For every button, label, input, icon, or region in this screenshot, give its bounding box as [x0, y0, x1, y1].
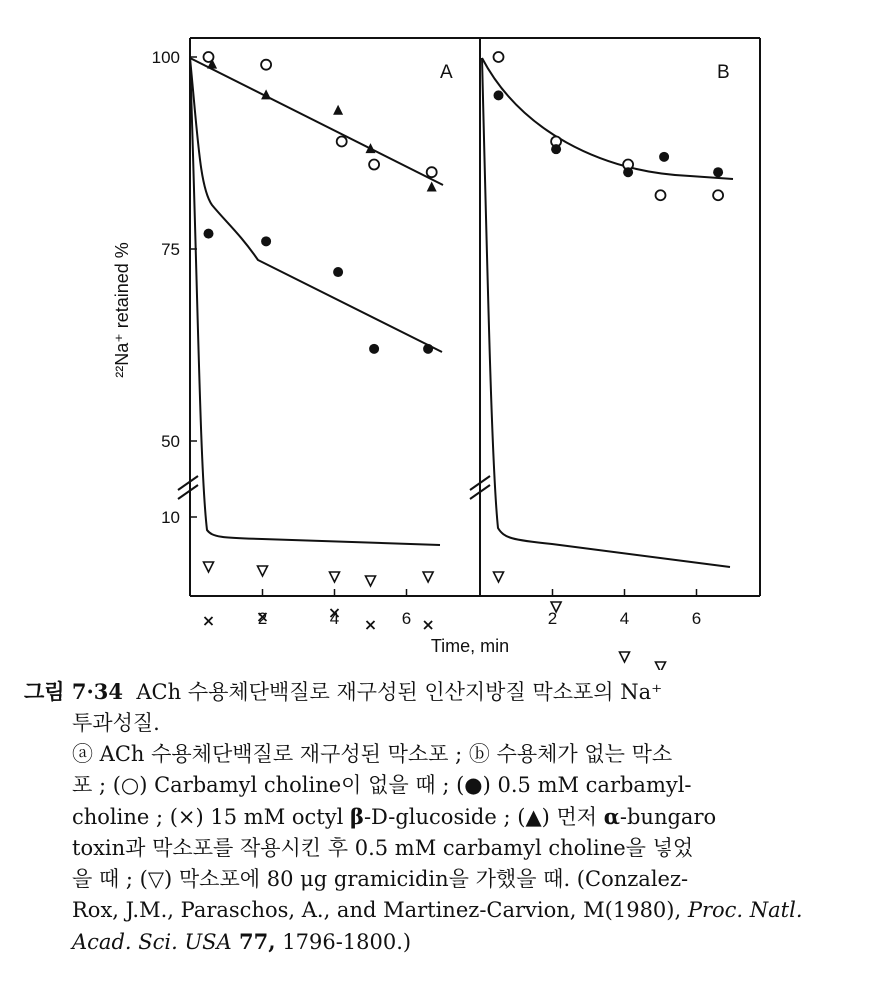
data-point-open-triangle-down-4-4: [423, 572, 433, 582]
filled-triangle-icon: ▲: [525, 805, 542, 829]
caption-desc-3-end: -bungaro: [619, 805, 717, 829]
data-point-cross-2-3: [367, 621, 375, 629]
caption-journal-2: Acad. Sci. USA: [72, 930, 232, 954]
filled-circle-icon: ●: [464, 773, 483, 797]
data-point-open-circle-0-3: [369, 160, 379, 170]
caption-desc-5-post: ) 막소포에 80 μg gramicidin을 가했을 때. (Conzalez-: [164, 867, 689, 891]
caption-title-line1: [24, 676, 860, 708]
caption-desc-3: [24, 801, 860, 833]
caption-desc-5-pre: 을 때 ; (: [72, 867, 148, 891]
a-fit-line-0: [190, 58, 443, 185]
panel-a-points: [204, 52, 437, 629]
panel-b-fit-lines: [482, 58, 733, 567]
data-point-cross-2-4: [424, 621, 432, 629]
figure-caption: [24, 676, 860, 958]
caption-desc-1: [24, 739, 860, 770]
caption-desc-5: [24, 864, 860, 895]
data-point-filled-triangle-3-4: [427, 182, 437, 192]
caption-desc-4-text: toxin과 막소포를 작용시킨 후 0.5 mM carbamyl choline을 넣었: [72, 836, 694, 860]
caption-desc-2-mid: ) Carbamyl choline이 없을 때 ; (: [139, 773, 465, 797]
caption-desc-2: [24, 770, 860, 801]
data-point-open-triangle-down-4-0: [204, 562, 214, 572]
panel-a-letter: A: [440, 62, 453, 83]
data-point-filled-triangle-3-3: [366, 143, 376, 153]
open-circle-icon: ○: [120, 773, 140, 797]
caption-desc-7: [24, 926, 860, 958]
data-point-filled-triangle-3-2: [333, 105, 343, 115]
caption-desc-6-text: Rox, J.M., Paraschos, A., and Martinez-Carvion, M(1980),: [72, 898, 688, 922]
x-axis-label: Time, min: [430, 636, 510, 656]
data-point-open-circle-0-0: [494, 52, 504, 62]
caption-pages: 1796-1800.): [275, 930, 412, 954]
caption-volume: 77,: [231, 929, 276, 954]
data-point-filled-circle-1-4: [713, 167, 723, 177]
axis-break-a: [178, 476, 198, 499]
caption-desc-4: [24, 833, 860, 864]
y-tick-label-2: 50: [161, 432, 180, 451]
data-point-open-circle-0-1: [261, 60, 271, 70]
data-point-filled-circle-1-2: [333, 267, 343, 277]
caption-desc-1-text: ⓐ ACh 수용체단백질로 재구성된 막소포 ; ⓑ 수용체가 없는 막소: [72, 742, 673, 766]
y-tick-label-3: 10: [161, 508, 180, 527]
b-x-tick-label-1: 4: [619, 609, 630, 628]
caption-title-line2-text: 투과성질.: [72, 711, 160, 735]
data-point-open-triangle-down-4-2: [330, 572, 340, 582]
figure-number: 그림 7·34: [24, 679, 124, 704]
panel-a-fit-lines: [190, 58, 443, 545]
panel-b: [470, 38, 760, 670]
caption-alpha: α: [603, 804, 620, 829]
caption-desc-6: [24, 895, 860, 926]
caption-desc-3-pre: choline ; (×) 15 mM octyl: [72, 805, 350, 829]
data-point-open-triangle-down-4-3: [366, 576, 376, 586]
data-point-open-triangle-down-2-0: [494, 572, 504, 582]
data-point-filled-circle-1-3: [369, 344, 379, 354]
a-fit-line-1: [190, 58, 442, 352]
caption-title-line2: [24, 708, 860, 739]
caption-title-text: ACh 수용체단백질로 재구성된 인산지방질 막소포의 Na⁺: [136, 680, 663, 704]
panel-a-x-ticks: [258, 589, 411, 628]
panel-a: [112, 38, 480, 629]
panel-b-points: [494, 52, 724, 670]
data-point-cross-2-0: [205, 617, 213, 625]
data-point-open-triangle-down-4-1: [258, 566, 268, 576]
data-point-open-circle-0-3: [656, 190, 666, 200]
b-fit-line-1: [482, 58, 730, 567]
data-point-filled-circle-1-1: [551, 144, 561, 154]
a-x-tick-label-0: 2: [257, 609, 268, 628]
a-x-tick-label-1: 4: [329, 609, 340, 628]
data-point-filled-circle-1-0: [494, 90, 504, 100]
data-point-open-triangle-down-2-3: [656, 662, 666, 670]
caption-journal-1: Proc. Natl.: [687, 898, 803, 922]
data-point-filled-circle-1-3: [659, 152, 669, 162]
data-point-open-circle-0-4: [427, 167, 437, 177]
a-x-tick-label-2: 6: [401, 609, 412, 628]
open-triangle-down-icon: ▽: [147, 867, 165, 891]
caption-desc-3-mid: -D-glucoside ; (: [363, 805, 526, 829]
data-point-filled-circle-1-4: [423, 344, 433, 354]
data-point-filled-circle-1-2: [623, 167, 633, 177]
panel-b-letter: B: [717, 62, 730, 83]
panel-b-x-ticks: [548, 589, 701, 628]
caption-desc-2-end: ) 0.5 mM carbamyl-: [482, 773, 692, 797]
y-tick-label-1: 75: [161, 240, 180, 259]
caption-desc-2-pre: 포 ; (: [72, 773, 121, 797]
data-point-open-circle-0-2: [337, 136, 347, 146]
data-point-open-circle-0-4: [713, 190, 723, 200]
caption-beta: β: [349, 804, 364, 829]
a-fit-line-2: [190, 58, 440, 545]
b-fit-line-0: [482, 58, 733, 179]
data-point-open-triangle-down-2-2: [620, 652, 630, 662]
b-x-tick-label-0: 2: [547, 609, 558, 628]
panel-a-ylabel: ²²Na⁺ retained %: [112, 242, 132, 378]
caption-desc-3-post: ) 먼저: [541, 805, 604, 829]
data-point-filled-circle-1-1: [261, 236, 271, 246]
data-point-filled-circle-1-0: [204, 229, 214, 239]
b-x-tick-label-2: 6: [691, 609, 702, 628]
y-tick-label-0: 100: [151, 48, 180, 67]
